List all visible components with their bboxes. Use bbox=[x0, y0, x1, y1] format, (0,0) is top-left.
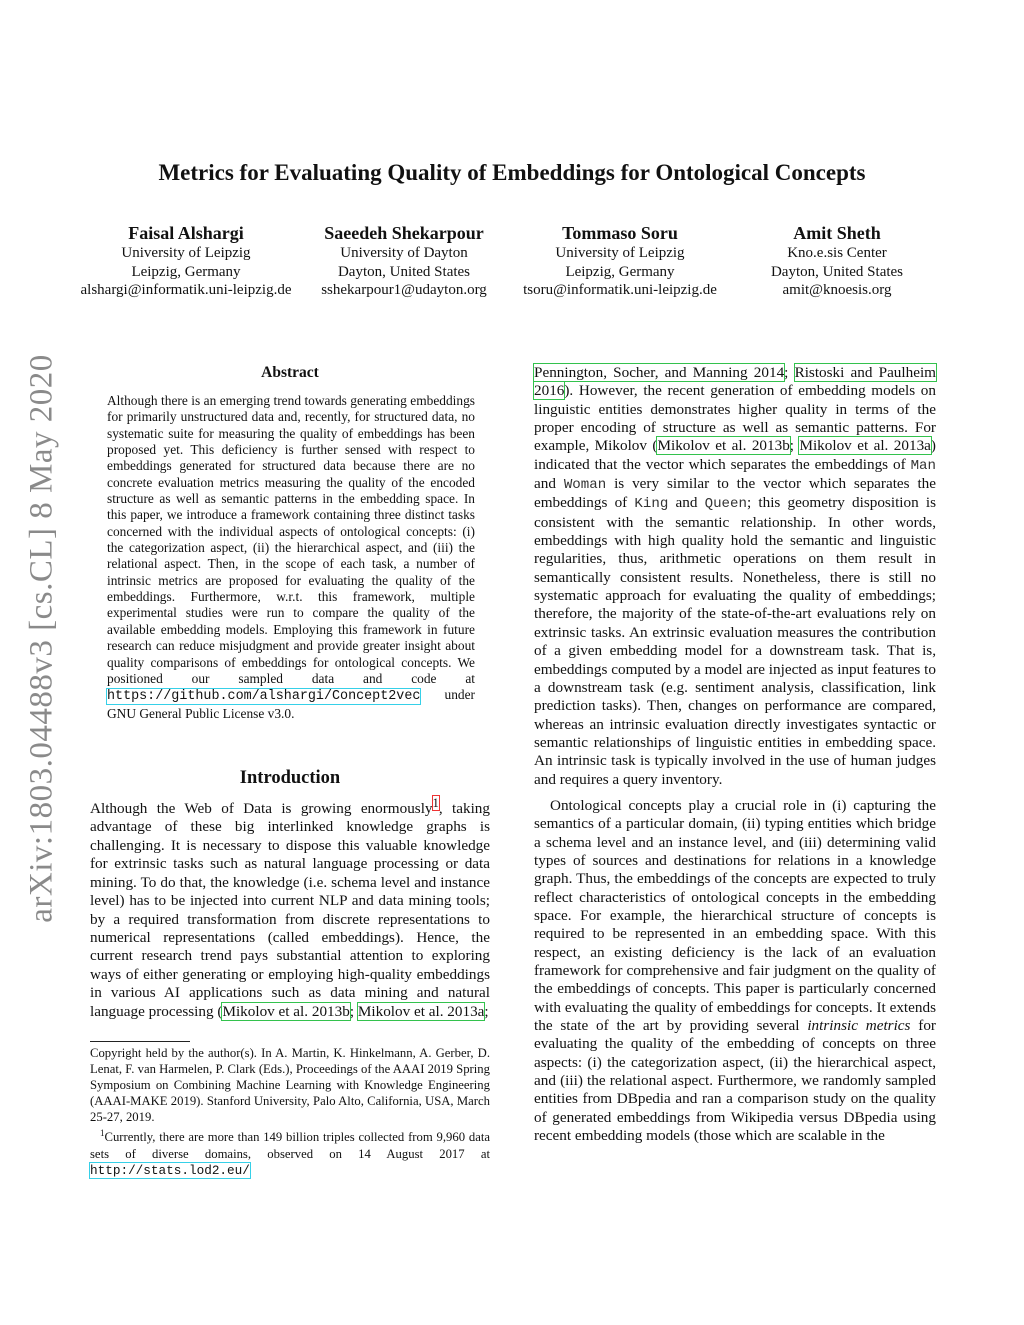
paragraph-text: is very similar to the vector which separates the embeddings of bbox=[534, 475, 937, 512]
arxiv-stamp-text: arXiv:1803.04488v3 [cs.CL] 8 May 2020 bbox=[23, 353, 60, 923]
author-email: tsoru@informatik.uni-leipzig.de bbox=[523, 282, 717, 298]
separator: ; bbox=[484, 1002, 489, 1020]
author-affiliation: University of Dayton bbox=[340, 245, 468, 261]
code-word: King bbox=[634, 496, 669, 513]
emphasis: intrinsic metrics bbox=[807, 1017, 911, 1035]
paragraph-text: Ontological concepts play a crucial role in (i) capturing the semantics of a particular domain, (ii) typing entities which bridge a schema level and an instance level, and (iii) determining valid types of sources and destinations for relations in a knowledge graph. Thus, the embeddings of the concepts are expected to truly reflect characteristics of ontological concepts in the embedding space. For example, the hierarchical structure of concepts is required to be represented in an embedding space. With this respect, an existing deficiency is the lack of an evaluation framework for comprehensive and fair judgment on the quality of the embeddings of concepts. This paper is particularly concerned with evaluating the quality of embeddings for concepts. It extends the state of the art by providing several bbox=[534, 796, 936, 1035]
abstract-license: under GNU General Public License v3.0. bbox=[107, 687, 475, 721]
paragraph-text: and bbox=[534, 475, 564, 493]
footnote-ref[interactable]: 1 bbox=[432, 796, 439, 810]
author-block bbox=[505, 222, 735, 300]
abstract-text: Although there is an emerging trend towards generating embeddings for primarily unstructured data and, recently, for structured data, no systematic suite for measuring the quality of embeddings has been proposed yet. This deficiency is further sensed with respect to embeddings generated for structured data because there are no concrete evaluation metrics measuring the quality of the encoded structure as well as semantic patterns in the embedding space. In this paper, we introduce a framework containing three distinct tasks concerned with the individual aspects of ontological concepts: (i) the categorization aspect, (ii) the hierarchical aspect, and (iii) the relational aspect. Then, in the scope of each task, a number of intrinsic metrics are proposed for evaluating the quality of the embeddings. Furthermore, w.r.t. this framework, multiple experimental studies were run to compare the quality of the available embedding models. Employing this framework in future research can reduce misjudgment and provide greater insight about quality comparisons of embeddings for ontological concepts. We positioned our sampled data and code at bbox=[107, 393, 475, 686]
author-email: alshargi@informatik.uni-leipzig.de bbox=[80, 282, 292, 298]
author-location: Dayton, United States bbox=[337, 263, 471, 280]
copyright-note: Copyright held by the author(s). In A. Martin, K. Hinkelmann, A. Gerber, D. Lenat, F. van Harmelen, P. Clark (Eds.), Proceedings of the AAAI 2019 Spring Symposium on Combining Machine Learning with Knowledge Engineering (AAAI-MAKE 2019). Stanford University, Palo Alto, California, USA, March 25-27, 2019. bbox=[90, 1046, 490, 1125]
citation-link[interactable]: Ristoski and Paulheim 2016 bbox=[534, 364, 936, 400]
author-location: Leipzig, Germany bbox=[565, 263, 675, 280]
paragraph-text: ). However, the recent generation of embedding models on linguistic entities demonstrates higher quality in terms of the proper encoding of structure as well as semantic patterns. For example, Mikolov ( bbox=[534, 382, 936, 455]
citation-link[interactable]: Mikolov et al. 2013b bbox=[222, 1002, 350, 1020]
intro-text: Although the Web of Data is growing enormously bbox=[90, 800, 433, 818]
citation-link[interactable]: Mikolov et al. 2013a bbox=[357, 1002, 485, 1020]
separator: ; bbox=[789, 437, 800, 455]
author-block bbox=[71, 222, 301, 300]
author-email: sshekarpour1@udayton.org bbox=[321, 282, 487, 298]
author-location: Dayton, United States bbox=[770, 263, 904, 280]
arxiv-stamp bbox=[16, 348, 68, 928]
author-affiliation: University of Leipzig bbox=[555, 245, 685, 261]
abstract-body bbox=[107, 393, 475, 722]
footnote-rule bbox=[90, 1041, 190, 1042]
author-affiliation: University of Leipzig bbox=[121, 245, 251, 261]
intro-text: , taking advantage of these big interlinked knowledge graphs is challenging. It is necessary to dispose this valuable knowledge for extrinsic tasks such as natural language processing or data mining. To do that, the knowledge (i.e. schema level and instance level) has to be injected into current NLP and data mining tools; by a required transformation from discrete representations to numerical representations (called embeddings). Hence, the current research trend pays substantial attention to exploring ways of either generating or employing high-quality embeddings in various AI applications such as data mining and natural language processing ( bbox=[90, 800, 490, 1020]
paragraph-text: ) indicated that the vector which separates the embeddings of bbox=[534, 437, 936, 473]
code-word: Woman bbox=[563, 477, 607, 494]
citation-link[interactable]: Mikolov et al. 2013a bbox=[799, 437, 931, 455]
citation-link[interactable]: Mikolov et al. 2013b bbox=[657, 437, 790, 455]
paragraph-text: and bbox=[668, 494, 705, 512]
separator: ; bbox=[349, 1002, 358, 1020]
author-name: Faisal Alshargi bbox=[128, 223, 244, 243]
paper-title: Metrics for Evaluating Quality of Embeddings for Ontological Concepts bbox=[158, 160, 866, 185]
code-word: Queen bbox=[704, 496, 747, 513]
author-name: Saeedeh Shekarpour bbox=[324, 223, 484, 243]
author-email: amit@knoesis.org bbox=[782, 282, 892, 298]
abstract-heading: Abstract bbox=[261, 364, 319, 381]
paragraph bbox=[534, 364, 936, 789]
right-column bbox=[534, 364, 936, 1145]
section-heading-introduction: Introduction bbox=[239, 768, 341, 788]
author-name: Tommaso Soru bbox=[562, 223, 678, 243]
separator: ; bbox=[784, 364, 795, 381]
footnote-1 bbox=[90, 1125, 490, 1179]
author-block bbox=[722, 222, 952, 300]
author-name: Amit Sheth bbox=[793, 223, 881, 243]
citation-link[interactable]: Pennington, Socher, and Manning 2014 bbox=[534, 364, 785, 381]
paragraph bbox=[534, 797, 936, 1146]
author-affiliation: Kno.e.sis Center bbox=[787, 245, 887, 261]
code-link[interactable]: https://github.com/alshargi/Concept2vec bbox=[107, 689, 421, 705]
author-location: Leipzig, Germany bbox=[131, 263, 241, 280]
author-block bbox=[289, 222, 519, 300]
footnote-url-link[interactable]: http://stats.lod2.eu/ bbox=[90, 1162, 250, 1178]
footnotes bbox=[90, 1045, 490, 1179]
paragraph-text: ; this geometry disposition is consistent with the semantic relationship. In other words, embeddings with high quality hold the semantic and linguistic regularities, thus, arithmetic operations on them result in semantically consistent results. Nonetheless, there is still no systematic approach for evaluating the quality of embeddings; therefore, the majority of the state-of-the-art evaluations rely on extrinsic tasks. An extrinsic evaluation measures the contribution of a given embedding model for a downstream task. That is, embeddings computed by a model are injected as input features to a downstream task (e.g. sentiment analysis, classification, link prediction tasks). Then, changes on performance are compared, whereas an intrinsic evaluation directly investigates syntactic or semantic relationships of linguistic entities in embedding space. An intrinsic task is typically involved in the use of human judges and requires a query inventory. bbox=[534, 494, 936, 788]
intro-paragraph bbox=[90, 794, 490, 1021]
code-word: Man bbox=[910, 457, 936, 474]
footnote-number: 1 bbox=[100, 1128, 105, 1139]
footnote-text: Currently, there are more than 149 billion triples collected from 9,960 data sets of diverse domains, observed on 14 August 2017 at bbox=[90, 1130, 490, 1161]
paragraph-text: for evaluating the quality of the embedding of concepts on three aspects: (i) the categorization aspect, (ii) the hierarchical aspect, and (iii) the relational aspect. Furthermore, we randomly sampled entities from DBpedia and ran a comparison study on the quality of generated embeddings from Wikipedia versus DBpedia using recent embedding models (those which are scalable in the bbox=[534, 1017, 936, 1145]
